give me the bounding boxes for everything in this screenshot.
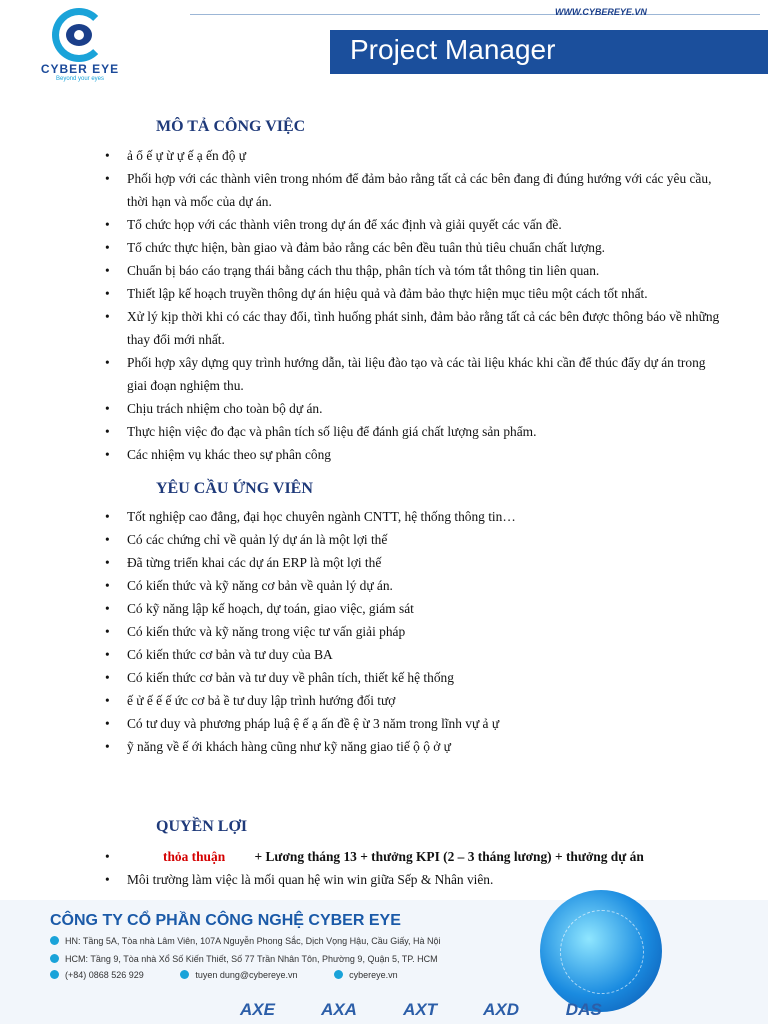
list-item: • Có tư duy và phương pháp luậ ệ ế ạ ấn đề ệ ừ 3 năm trong lĩnh vự ả ự [105,712,725,735]
brand-list [240,1000,644,1020]
list-item: • Thực hiện việc đo đạc và phân tích số liệu để đánh giá chất lượng sản phẩm. [105,420,725,443]
brand-axe: AXE [240,1000,275,1019]
salary-benefits: + Lương tháng 13 + thưởng KPI (2 – 3 tháng lương) + thưởng dự án [254,849,644,864]
duties-list [105,144,725,466]
list-item: • Tổ chức thực hiện, bàn giao và đảm bảo rằng các bên đều tuân thủ tiêu chuẩn chất lượng. [105,236,725,259]
phone-icon [50,970,59,979]
eye-icon [66,24,92,46]
list-item: • ả ổ ế ự ừ ự ế ạ ến độ ự [105,144,725,167]
list-item: • Xử lý kịp thời khi có các thay đổi, tình huống phát sinh, đảm bảo rằng tất cả các bên được thông báo về những thay đổi mới nhất. [105,305,725,351]
footer-hn-address: HN: Tầng 5A, Tòa nhà Lâm Viên, 107A Nguyễn Phong Sắc, Dịch Vọng Hậu, Cầu Giấy, Hà Nội [50,936,441,946]
requirements-list [105,505,725,758]
benefits-heading: QUYỀN LỢI [156,818,248,835]
list-item: • Có kiến thức cơ bản và tư duy về phân tích, thiết kế hệ thống [105,666,725,689]
list-item: • Thiết lập kế hoạch truyền thông dự án hiệu quả và đảm bảo thực hiện mục tiêu một cách tốt nhất. [105,282,725,305]
location-pin-icon [50,954,59,963]
email-icon [180,970,189,979]
globe-icon [334,970,343,979]
cyber-eye-logo [38,8,122,80]
list-item: • Chịu trách nhiệm cho toàn bộ dự án. [105,397,725,420]
footer-phone[interactable]: (+84) 0868 526 929 [65,970,144,980]
list-item: • Có kiến thức và kỹ năng trong việc tư vấn giải pháp [105,620,725,643]
list-item: • Môi trường làm việc là mối quan hệ win win giữa Sếp & Nhân viên. [105,868,725,891]
footer-company: CÔNG TY CỔ PHẦN CÔNG NGHỆ CYBER EYE [50,912,401,929]
list-item: • Phối hợp xây dựng quy trình hướng dẫn, tài liệu đào tạo và các tài liệu khác khi cần để thúc đẩy dự án trong giai đoạn nghiệm thu. [105,351,725,397]
brand-axa: AXA [321,1000,357,1019]
footer-hcm-address: HCM: Tầng 9, Tòa nhà Xổ Số Kiến Thiết, Số 77 Trần Nhân Tôn, Phường 9, Quận 5, TP. HCM [50,954,438,964]
list-item: • Chuẩn bị báo cáo trạng thái bằng cách thu thập, phân tích và tóm tắt thông tin liên quan. [105,259,725,282]
location-pin-icon [50,936,59,945]
footer-contacts [50,970,398,980]
brand-axd: AXD [483,1000,520,1019]
list-item: • Có các chứng chỉ về quản lý dự án là một lợi thế [105,528,725,551]
header-divider [190,14,760,15]
brand-das: DAS [565,1000,602,1019]
list-item: • ế ử ế ế ế ức cơ bả ề tư duy lập trình hướng đối tượ [105,689,725,712]
list-item: • Các nhiệm vụ khác theo sự phân công [105,443,725,466]
logo-name: CYBER EYE [40,62,120,76]
list-item: • Có kiến thức và kỹ năng cơ bản về quản lý dự án. [105,574,725,597]
duties-heading: MÔ TẢ CÔNG VIỆC [156,118,306,135]
requirements-heading: YÊU CẦU ỨNG VIÊN [156,480,313,497]
list-item: • ỹ năng về ế ới khách hàng cũng như kỹ năng giao tiế ộ ộ ở ự [105,735,725,758]
list-item: • Có kỹ năng lập kế hoạch, dự toán, giao việc, giám sát [105,597,725,620]
list-item: • Có kiến thức cơ bản và tư duy của BA [105,643,725,666]
salary-negotiable: thỏa thuận [163,849,226,864]
footer-site[interactable]: cybereye.vn [349,970,398,980]
globe-graphic [540,890,662,1012]
list-item: • Tổ chức họp với các thành viên trong dự án để xác định và giải quyết các vấn đề. [105,213,725,236]
list-item: • Tốt nghiệp cao đẳng, đại học chuyên ngành CNTT, hệ thống thông tin… [105,505,725,528]
header-website: WWW.CYBEREYE.VN [555,7,647,17]
logo-tagline: Beyond your eyes [55,76,105,82]
footer-email[interactable]: tuyen dung@cybereye.vn [195,970,298,980]
list-item: • Đã từng triển khai các dự án ERP là một lợi thế [105,551,725,574]
page-title: Project Manager [350,34,556,65]
list-item: • Phối hợp với các thành viên trong nhóm để đảm bảo rằng tất cả các bên đang đi đúng hướng với các yêu cầu, thời hạn và mốc của dự án. [105,167,725,213]
page-header [0,0,768,90]
benefits-list [105,845,725,891]
brand-axt: AXT [403,1000,438,1019]
list-item [105,845,725,868]
